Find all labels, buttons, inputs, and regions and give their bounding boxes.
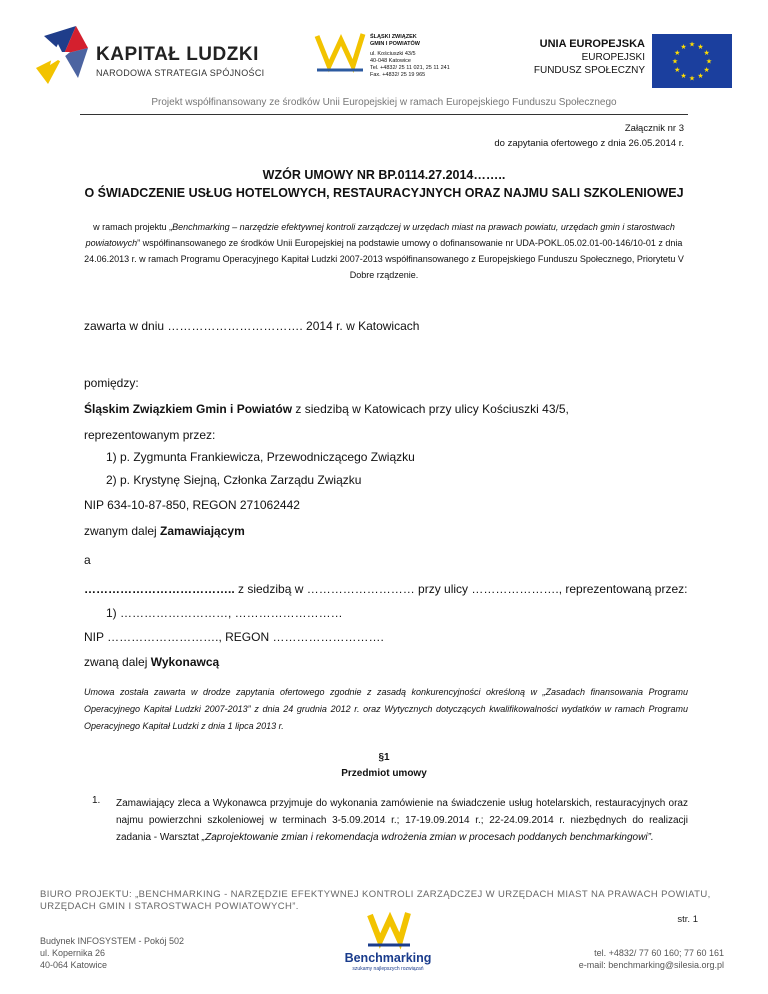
pomiedzy-line: pomiędzy:	[84, 376, 139, 390]
zwana-pre: zwaną dalej	[84, 655, 151, 669]
kapital-ludzki-subtitle: NARODOWA STRATEGIA SPÓJNOŚCI	[96, 68, 265, 78]
section-number: §1	[378, 752, 390, 763]
eu-star-icon: ★	[688, 41, 696, 49]
eu-star-icon: ★	[703, 67, 710, 74]
contract-parties	[84, 0, 694, 680]
page-number: str. 1	[677, 914, 698, 925]
benchmarking-logo	[340, 911, 436, 981]
footer-contact	[579, 947, 724, 971]
eu-star-icon: ★	[703, 50, 710, 57]
zwiazek-address-line: 40-048 Katowice	[370, 58, 411, 64]
ue-line1: UNIA EUROPEJSKA	[539, 38, 645, 50]
zawarta-line: zawarta w dniu ……………………………. 2014 r. w Katowicach	[84, 319, 420, 333]
footer-email: e-mail: benchmarking@silesia.org.pl	[578, 960, 724, 970]
a-line: a	[84, 553, 91, 567]
footer-address-line: ul. Kopernika 26	[40, 948, 106, 958]
party2-name: ………………………………..	[84, 582, 235, 596]
nip-regon-1: NIP 634-10-87-850, REGON 271062442	[84, 498, 300, 512]
zwiazek-address-line: GMIN I POWIATÓW	[370, 41, 421, 47]
item-text-main: Zamawiający zleca a Wykonawca przyjmuje do wykonania zamówienie na świadczenie usług hotelarskich, restauracyjnych oraz najmu powierzchni szkoleniowej w terminach 3-5.09.2014 r.; 17-19.09.2014 r.; 22-24.09.2014 r. niezbędnych do realizacji zadania - Warsztat	[116, 798, 688, 843]
footer-project-office: BIURO PROJEKTU: „BENCHMARKING - NARZĘDZIE EFEKTYWNEJ KONTROLI ZARZĄDCZEJ W URZĘDACH MIAST NA PRAWACH POWIATU, URZĘDACH GMIN I STAROSTWACH POWIATOWYCH”.	[40, 889, 711, 912]
representative-3: 1) ………………………, ………………………	[106, 606, 343, 620]
legal-basis-note: Umowa została zawarta w drodze zapytania ofertowego zgodnie z zasadą konkurencyjności określoną w „Zasadach finansowania Programu Operacyjnego Kapitał Ludzki 2007-2013” z dnia 24 grudnia 2012 r. oraz Wytycznych dotyczących kwalifikowalności wydatków w ramach Programu Operacyjnego Kapitał Ludzki z dnia 1 lipca 2013 r.	[84, 687, 688, 731]
document-title-line1: WZÓR UMOWY NR BP.0114.27.2014……..	[262, 168, 506, 182]
wykonawca-label: Wykonawcą	[150, 655, 220, 669]
representative-2: 2) p. Krystynę Siejną, Członka Zarządu Związku	[106, 473, 362, 487]
section-heading: Przedmiot umowy	[341, 768, 427, 779]
reprezentowanym-line: reprezentowanym przez:	[84, 428, 216, 442]
project-cofinancing-line: Projekt współfinansowany ze środków Unii Europejskiej w ramach Europejskiego Funduszu Społecznego	[151, 97, 617, 108]
zwiazek-address-line: Fax. +4832/ 25 19 965	[370, 72, 426, 78]
eu-star-icon: ★	[680, 73, 687, 81]
representative-1: 1) p. Zygmunta Frankiewicza, Przewodniczącego Związku	[106, 450, 415, 464]
eu-star-icon: ★	[680, 43, 687, 51]
benchmarking-emblem-icon	[340, 911, 436, 951]
footer-address-line: Budynek INFOSYSTEM - Pokój 502	[40, 936, 185, 946]
kapital-ludzki-title: KAPITAŁ LUDZKI	[96, 44, 259, 65]
nip-regon-2: NIP ………………………., REGON ……………………….	[84, 630, 384, 644]
ue-line2: EUROPEJSKI	[581, 52, 645, 63]
eu-star-icon: ★	[697, 43, 704, 51]
benchmarking-logo-name: Benchmarking	[344, 951, 432, 965]
party1-line	[84, 402, 569, 416]
party2-line	[84, 582, 687, 596]
zwiazek-address-line: ul. Kościuszki 43/5	[370, 51, 416, 57]
intro-project-name: Benchmarking – narzędzie efektywnej kontroli zarządczej w urzędach miast na prawach powiatu, urzędach gmin i starostwach powiatowych	[85, 222, 675, 248]
item-text-italic: „Zaprojektowanie zmian i rekomendacja wdrożenia zmian w procesach poddanych benchmarkingowi”.	[201, 832, 654, 843]
party1-rest: z siedzibą w Katowicach przy ulicy Kościuszki 43/5,	[292, 402, 569, 416]
footer-address-line: 40-064 Katowice	[40, 960, 108, 970]
intro-part2: ” współfinansowanego ze środków Unii Europejskiej na podstawie umowy o dofinansowanie nr UDA-POKL.05.02.01-00-146/10-01 z dnia 24.06.2013 r. w ramach Programu Operacyjnego Kapitał Ludzki 2007-2013 współfinansowanego z Europejskiego Funduszu Społecznego, Priorytetu V Dobre rządzenie.	[84, 238, 684, 280]
footer-address	[40, 935, 184, 971]
footer-phone: tel. +4832/ 77 60 160; 77 60 161	[594, 948, 724, 958]
document-title-line2: O ŚWIADCZENIE USŁUG HOTELOWYCH, RESTAURACYJNYCH ORAZ NAJMU SALI SZKOLENIOWEJ	[84, 186, 684, 200]
eu-star-icon: ★	[671, 58, 679, 66]
zwana-line	[84, 655, 219, 669]
party1-name: Śląskim Związkiem Gmin i Powiatów	[84, 402, 293, 416]
annex-line1: Załącznik nr 3	[624, 123, 684, 134]
zamawiajacy-label: Zamawiającym	[160, 524, 245, 538]
benchmarking-logo-subtitle: szukamy najlepszych rozwiązań	[352, 966, 424, 972]
item-text	[116, 795, 688, 846]
eu-star-icon: ★	[674, 50, 681, 57]
intro-part1: w ramach projektu „	[93, 222, 173, 232]
eu-star-icon: ★	[688, 75, 696, 83]
eu-star-icon: ★	[705, 58, 713, 66]
zwanym-line	[84, 524, 245, 538]
eu-star-icon: ★	[697, 73, 704, 81]
eu-star-icon: ★	[674, 67, 681, 74]
zwiazek-address-line: Tel. +4832/ 25 11 021, 25 11 241	[370, 65, 450, 71]
zwanym-pre: zwanym dalej	[84, 524, 161, 538]
ue-line3: FUNDUSZ SPOŁECZNY	[533, 65, 645, 76]
zwiazek-address-line: ŚLĄSKI ZWIĄZEK	[370, 34, 417, 40]
party2-rest: z siedzibą w ……………………… przy ulicy …………………., reprezentowaną przez:	[234, 582, 688, 596]
annex-line2: do zapytania ofertowego z dnia 26.05.2014 r.	[494, 138, 684, 149]
item-number: 1.	[92, 795, 101, 806]
